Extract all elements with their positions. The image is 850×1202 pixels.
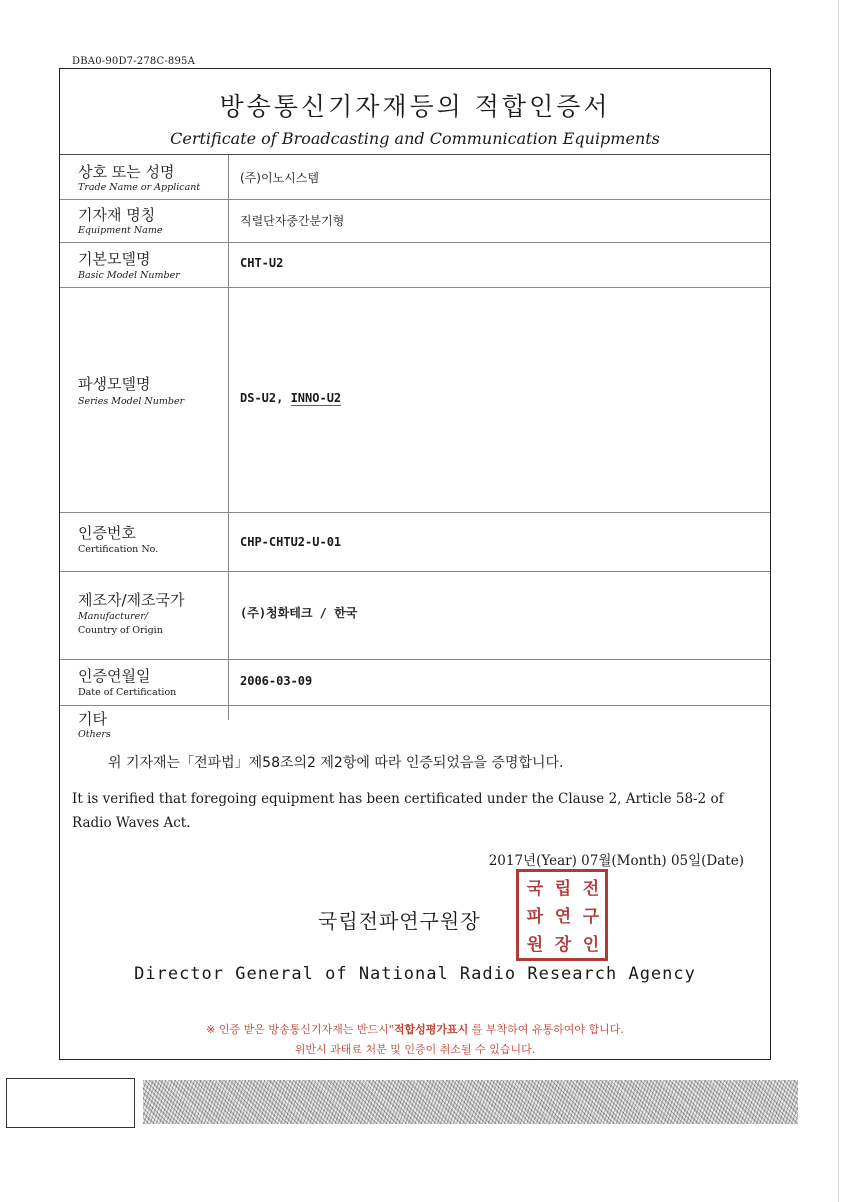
seal-char: 국: [526, 879, 544, 899]
seal-char: 전: [582, 879, 600, 899]
value-cert-date: 2006-03-09: [240, 674, 313, 688]
row-series-model: [60, 287, 770, 513]
seal-char: 장: [554, 935, 572, 955]
value-series-model: [240, 391, 341, 405]
label-basic-model-ko: 기본모델명: [78, 250, 151, 268]
statement-korean: 위 기자재는「전파법」제58조의2 제2항에 따라 인증되었음을 증명합니다.: [108, 755, 564, 771]
value-equipment-name: 직렬단자중간분기형: [240, 214, 345, 228]
value-trade-name: (주)이노시스템: [240, 171, 319, 185]
document-id: DBA0-90D7-278C-895A: [72, 56, 196, 67]
value-cert-no: CHP-CHTU2-U-01: [240, 535, 342, 549]
label-trade-name-ko: 상호 또는 성명: [78, 163, 175, 181]
label-others-ko: 기타: [78, 710, 107, 728]
value-basic-model: CHT-U2: [240, 256, 284, 270]
seal-char: 연: [554, 907, 572, 927]
title-korean: 방송통신기자재등의 적합인증서: [219, 92, 611, 121]
notice-1b: 적합성평가표시: [393, 1023, 469, 1036]
value-series-model-a: DS-U2,: [240, 391, 291, 405]
label-manufacturer-ko: 제조자/제조국가: [78, 591, 185, 609]
label-series-model-ko: 파생모델명: [78, 375, 151, 393]
value-manufacturer: (주)청화테크 / 한국: [240, 606, 358, 620]
notice-line-2: 위반시 과태료 처분 및 인증이 취소될 수 있습니다.: [294, 1043, 536, 1056]
row-equipment-name: [60, 198, 770, 243]
issuer-english: Director General of National Radio Research Agency: [134, 964, 696, 984]
label-equipment-name-ko: 기자재 명칭: [78, 206, 156, 224]
label-series-model-en: Series Model Number: [78, 396, 185, 407]
certificate-frame: [59, 68, 771, 1060]
seal-char: 파: [526, 907, 544, 927]
row-cert-no: [60, 512, 770, 572]
row-trade-name: [60, 154, 770, 200]
issue-date: 2017년(Year) 07월(Month) 05일(Date): [488, 853, 744, 869]
row-others: [60, 705, 770, 747]
value-series-model-b: INNO-U2: [290, 391, 342, 405]
label-cert-no-en: Certification No.: [78, 544, 159, 555]
label-cert-no-ko: 인증번호: [78, 524, 136, 542]
label-others-en: Others: [78, 729, 111, 740]
label-equipment-name-en: Equipment Name: [78, 225, 163, 236]
notice-1a: ※ 인증 받은 방송통신기자재는 반드시": [206, 1023, 394, 1036]
label-cert-date-ko: 인증연월일: [78, 667, 151, 685]
title-english: Certificate of Broadcasting and Communication Equipments: [170, 129, 660, 148]
security-pattern-overlay: [143, 1080, 798, 1124]
official-seal: [516, 869, 608, 961]
row-manufacturer: [60, 571, 770, 660]
label-basic-model-en: Basic Model Number: [78, 270, 180, 281]
row-cert-date: [60, 659, 770, 706]
blank-box: [6, 1078, 135, 1128]
notice-1c: 를 부착하여 유통하여야 합니다.: [468, 1023, 624, 1036]
seal-char: 원: [526, 935, 544, 955]
issuer-korean: 국립전파연구원장: [318, 909, 481, 933]
row-basic-model: [60, 242, 770, 288]
seal-char: 립: [554, 879, 572, 899]
label-manufacturer-en-2: Country of Origin: [78, 625, 163, 636]
statement-english: It is verified that foregoing equipment has been certificated under the Clause 2, Article 58-2 of Radio Waves Act.: [72, 791, 724, 831]
label-trade-name-en: Trade Name or Applicant: [78, 182, 201, 193]
label-manufacturer-en-1: Manufacturer/: [78, 611, 148, 622]
seal-char: 인: [582, 935, 600, 955]
notice-line-1: [60, 1021, 770, 1037]
label-cert-date-en: Date of Certification: [78, 687, 177, 698]
page-edge: [838, 0, 839, 1202]
seal-char: 구: [582, 907, 600, 927]
